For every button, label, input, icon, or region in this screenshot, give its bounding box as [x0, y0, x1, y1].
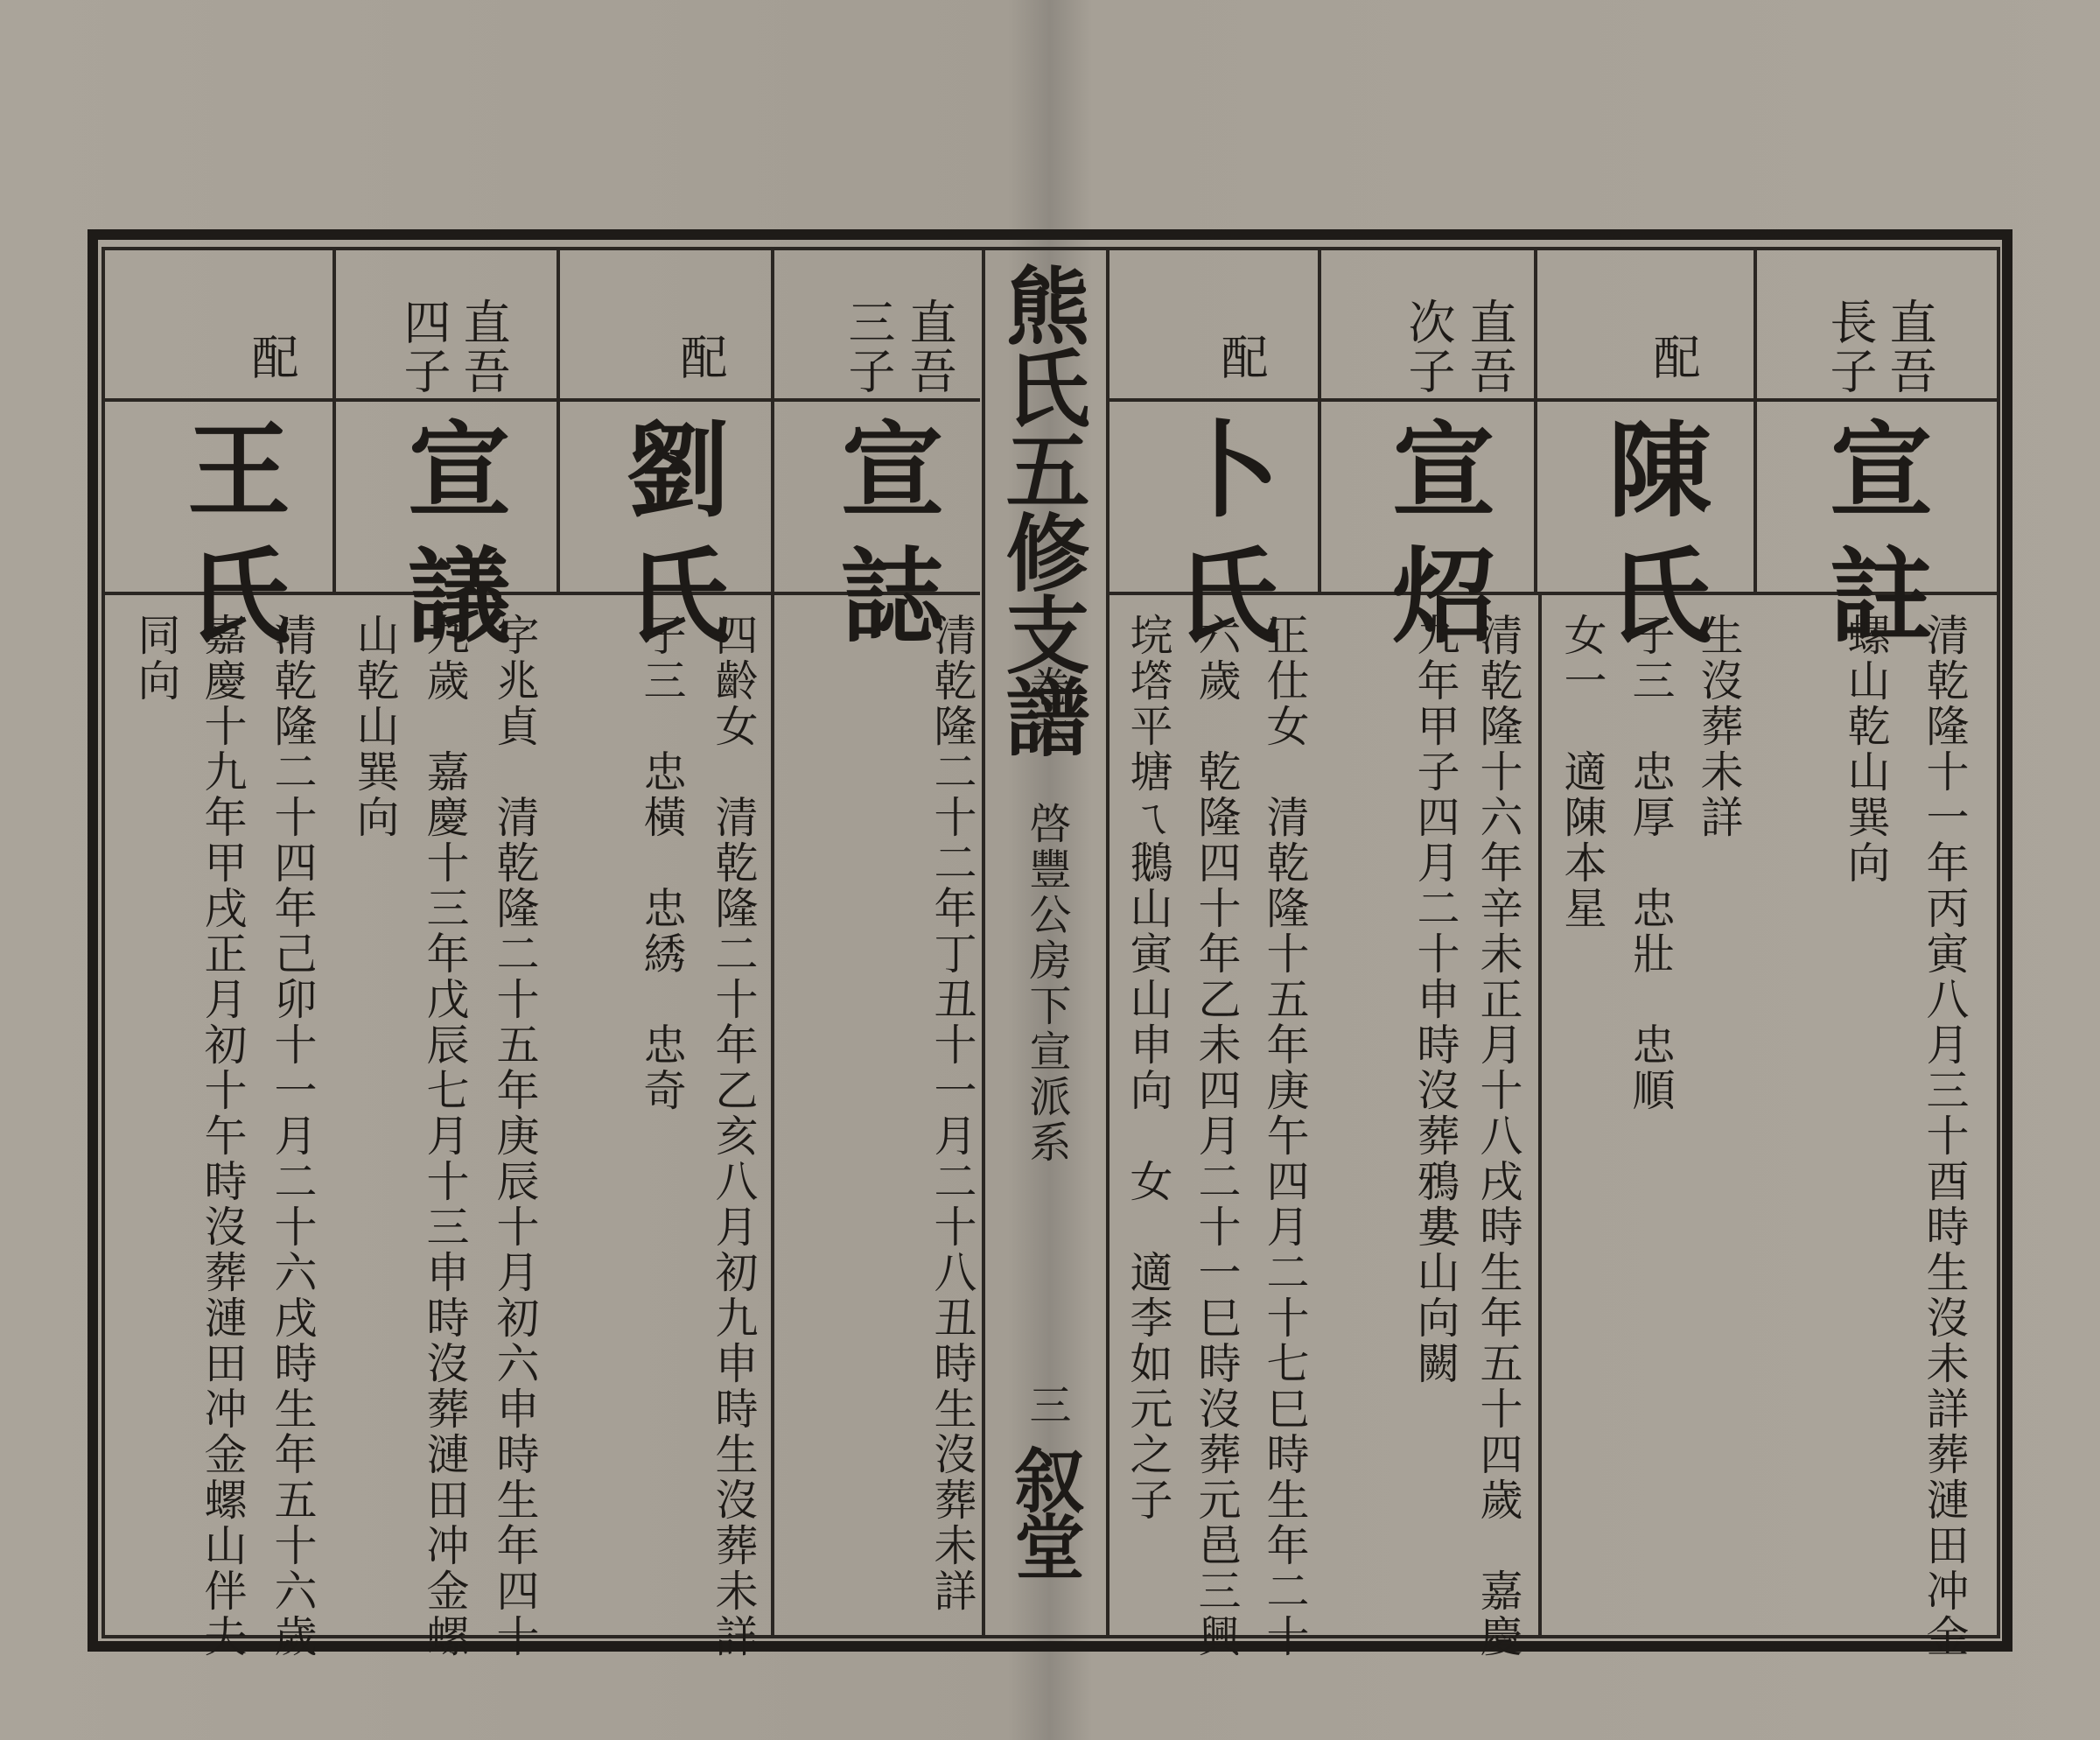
col-rule	[1318, 250, 1321, 592]
relation-father: 直吾	[1462, 298, 1517, 396]
col-rule	[556, 250, 560, 592]
bio-line: 九年甲子四月二十申時沒葬鴉婁山向闕	[1410, 613, 1460, 1386]
spouse-label: 配	[673, 333, 728, 380]
spouse-name: 劉氏	[609, 416, 731, 668]
spouse-bio-line: 正仕女 清乾隆十五年庚午四月二十七巳時生年二十	[1260, 613, 1310, 1659]
spouse-bio-line: 四齡女 清乾隆二十年乙亥八月初九申時生沒葬未詳	[709, 613, 759, 1659]
relation-rank: 三子	[841, 298, 896, 396]
spouse-label: 配	[1646, 333, 1701, 380]
person-name: 宣註	[1812, 416, 1934, 668]
spouse-bio-line: 子三 忠橫 忠綉 忠奇	[637, 613, 687, 1113]
col-rule	[332, 250, 336, 592]
relation-rank: 長子	[1823, 298, 1878, 396]
header-rule-left	[105, 398, 980, 402]
bio-line: 字兆貞 清乾隆二十五年庚辰十月初六申時生年四十	[490, 613, 540, 1659]
spouse-name: 王氏	[170, 416, 291, 668]
person-name: 宣議	[390, 416, 512, 668]
bio-line: 九歲 嘉慶十三年戊辰七月十三申時沒葬漣田冲金螺	[420, 613, 470, 1659]
spine-rule-left	[982, 250, 985, 1638]
relation-father: 直吾	[1882, 298, 1937, 396]
spouse-name: 陳氏	[1591, 416, 1712, 668]
spouse-label: 配	[244, 333, 299, 380]
col-rule	[771, 250, 774, 592]
spouse-bio-line: 清乾隆二十四年己卯十一月二十六戌時生年五十六歲	[268, 613, 318, 1659]
spouse-bio-line: 女一 適陳本星	[1558, 613, 1607, 931]
spine-rule-right	[1106, 250, 1110, 1638]
person-name: 宣炤	[1375, 416, 1496, 668]
spouse-name: 卜氏	[1158, 416, 1280, 668]
relation-rank: 四子	[396, 298, 452, 396]
spouse-bio-line: 子三 忠厚 忠壯 忠順	[1626, 613, 1676, 1113]
bio-line: 清乾隆二十二年丁丑十一月二十八丑時生沒葬未詳	[928, 613, 977, 1614]
spouse-bio-line: 六歲 乾隆四十年乙未四月二十一巳時沒葬元邑三興	[1192, 613, 1242, 1659]
hall-name: 叙堂	[1003, 1444, 1085, 1577]
bio-line: 清乾隆十六年辛未正月十八戌時生年五十四歲 嘉慶	[1474, 613, 1523, 1659]
book-title: 熊氏五修支譜	[992, 263, 1091, 756]
col-rule	[1538, 592, 1542, 1638]
spouse-bio-line: 垸㙮平塘ㄟ鵝山寅山申向 女 適李如元之子	[1124, 613, 1173, 1523]
col-rule	[1754, 250, 1757, 592]
relation-father: 直吾	[456, 298, 511, 396]
header-rule-right	[1110, 398, 1997, 402]
page-number: 三	[1022, 1383, 1071, 1428]
spouse-bio-line: 同向	[131, 613, 181, 704]
relation-rank: 次子	[1401, 298, 1456, 396]
bio-line: 山乾山巽向	[350, 613, 400, 840]
volume-label: 卷六 啓豐公房下宣派系	[1022, 665, 1071, 1166]
col-rule	[771, 592, 774, 1638]
col-rule	[1534, 250, 1537, 592]
spouse-bio-line: 生沒葬未詳	[1694, 613, 1744, 840]
bio-line: 清乾隆十一年丙寅八月三十酉時生沒未詳葬漣田冲金	[1920, 613, 1970, 1659]
bio-line: 螺山乾山巽向	[1841, 613, 1891, 886]
relation-father: 直吾	[902, 298, 957, 396]
spouse-bio-line: 嘉慶十九年甲戌正月初十午時沒葬漣田冲金螺山伴夫	[198, 613, 248, 1659]
spouse-label: 配	[1214, 333, 1269, 380]
person-name: 宣誌	[823, 416, 945, 668]
